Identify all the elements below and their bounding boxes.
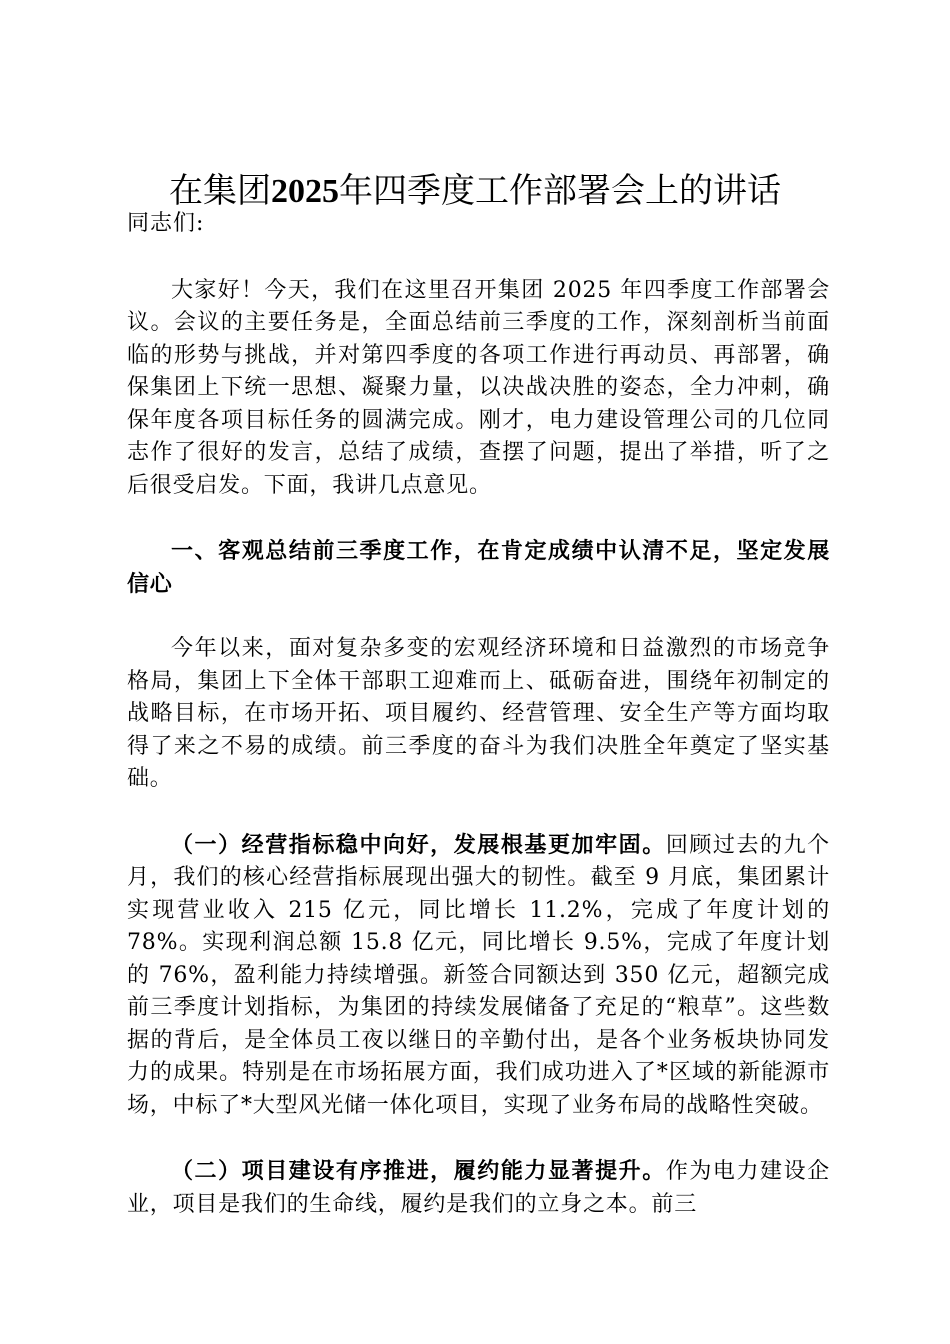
subsection-1-body: 回顾过去的九个月，我们的核心经营指标展现出强大的韧性。截至 9 月底，集团累计实现营业收入 215 亿元，同比增长 11.2%，完成了年度计划的 78%。实现利润总额 15.8 亿元，同比增长 9.5%，完成了年度计划的 76%，盈利能力持续增强。新签合同额达到 350 亿元，超额完成前三季度计划指标，为集团的持续发展储备了充足的“粮草”。这些数据的背后，是全体员工夜以继日的辛勤付出，是各个业务板块协同发力的成果。特别是在市场拓展方面，我们成功进入了*区域的新能源市场，中标了*大型风光储一体化项目，实现了业务布局的战略性突破。 — [127, 832, 830, 1118]
title-suffix: 年四季度工作部署会上的讲话 — [339, 171, 781, 211]
salutation: 同志们: — [127, 211, 205, 236]
section-1-heading: 一、客观总结前三季度工作，在肯定成绩中认清不足，坚定发展信心 — [127, 538, 830, 597]
subsection-2-paragraph — [127, 1155, 830, 1221]
title-year: 2025 — [271, 173, 339, 210]
subsection-2-lead: （二）项目建设有序推进，履约能力显著提升。 — [171, 1158, 666, 1184]
subsection-2-body: 作为电力建设企业，项目是我们的生命线，履约是我们的立身之本。前三 — [127, 1159, 830, 1217]
document-body — [127, 205, 830, 1221]
intro-paragraph: 大家好！今天，我们在这里召开集团 2025 年四季度工作部署会议。会议的主要任务是，全面总结前三季度的工作，深刻剖析当前面临的形势与挑战，并对第四季度的各项工作进行再动员、再部署，确保集团上下统一思想、凝聚力量，以决战决胜的姿态，全力冲刺，确保年度各项目标任务的圆满完成。刚才，电力建设管理公司的几位同志作了很好的发言，总结了成绩，查摆了问题，提出了举措，听了之后很受启发。下面，我讲几点意见。 — [127, 277, 830, 498]
subsection-1-paragraph — [127, 829, 830, 1123]
subsection-1-lead: （一）经营指标稳中向好，发展根基更加牢固。 — [171, 831, 666, 858]
title-prefix: 在集团 — [169, 171, 271, 211]
section-1-paragraph: 今年以来，面对复杂多变的宏观经济环境和日益激烈的市场竞争格局，集团上下全体干部职工迎难而上、砥砺奋进，围绕年初制定的战略目标，在市场开拓、项目履约、经营管理、安全生产等方面均取得了来之不易的成绩。前三季度的奋斗为我们决胜全年奠定了坚实基础。 — [127, 636, 830, 791]
